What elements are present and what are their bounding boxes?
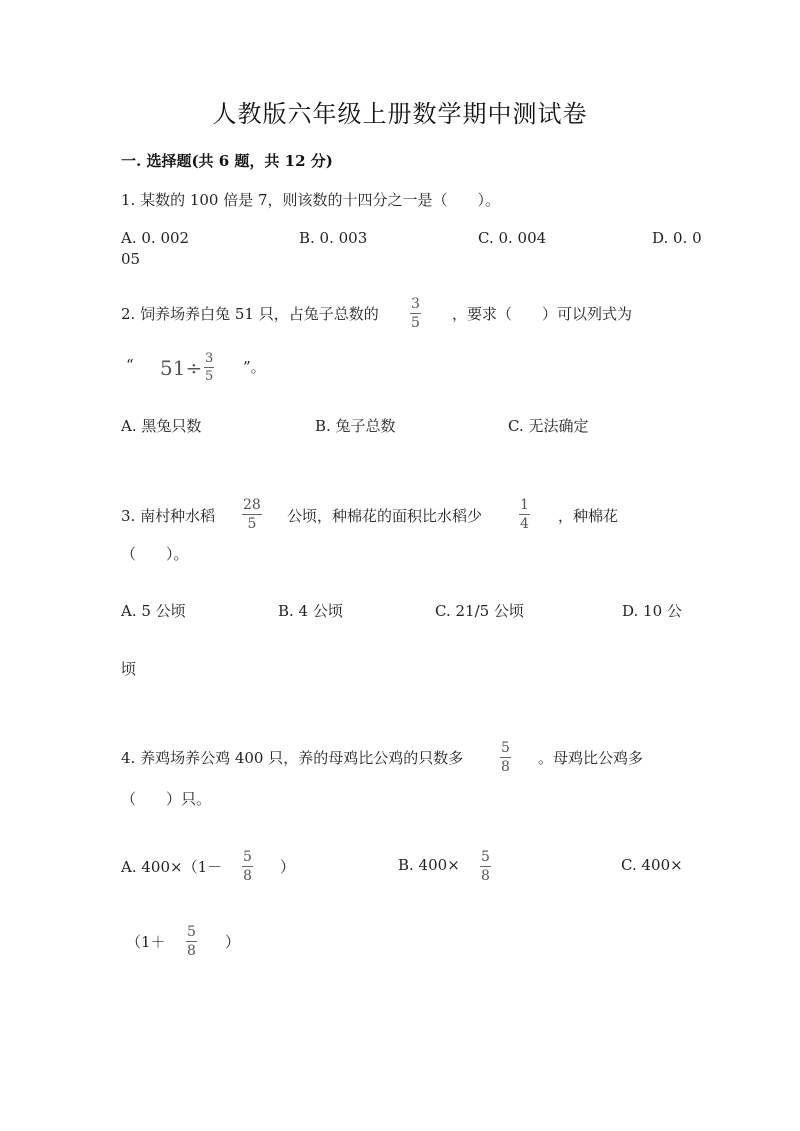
q1-text: 1. 某数的 100 倍是 7，则该数的十四分之一是（ ）。	[121, 191, 501, 209]
q2-fraction	[410, 297, 421, 330]
q1-option-d-wrap: 05	[121, 250, 141, 268]
q2-expression-fraction	[204, 352, 214, 383]
fraction-numerator: 5	[187, 924, 196, 940]
q4-option-c-close: ）	[225, 933, 241, 951]
q4-fraction	[500, 741, 511, 774]
fraction-numerator: 3	[205, 351, 214, 366]
q4-option-a-fraction	[242, 850, 253, 883]
page-title: 人教版六年级上册数学期中测试卷	[212, 100, 588, 128]
q4-text-start: 4. 养鸡场养公鸡 400 只，养的母鸡比公鸡的只数多	[121, 749, 464, 767]
q4-option-a: A. 400×（1－	[121, 858, 223, 876]
q2-option-c: C. 无法确定	[508, 417, 589, 435]
q4-option-b-fraction	[480, 850, 491, 883]
fraction-bar	[410, 313, 421, 314]
fraction-numerator: 1	[520, 497, 529, 513]
q2-text-end: ，要求（ ）可以列式为	[452, 305, 633, 323]
q2-quote-close: ”。	[243, 358, 266, 376]
fraction-bar	[480, 866, 491, 867]
fraction-bar	[204, 367, 214, 368]
q3-text-mid: 公顷，种棉花的面积比水稻少	[287, 507, 483, 525]
q1-option-d: D. 0. 0	[652, 229, 702, 247]
q2-quote-open: “	[126, 356, 134, 374]
q4-option-c-fraction	[186, 925, 197, 958]
q3-text-start: 3. 南村种水稻	[121, 507, 216, 525]
q4-text-end: 。母鸡比公鸡多	[538, 749, 644, 767]
q3-option-d: D. 10 公	[622, 602, 682, 620]
fraction-denominator: 8	[481, 868, 490, 884]
q2-option-a: A. 黑兔只数	[121, 417, 202, 435]
q4-blank: （ ）只。	[121, 790, 212, 808]
q3-fraction-rice	[242, 498, 262, 531]
fraction-numerator: 5	[481, 849, 490, 865]
section-heading: 一. 选择题(共 6 题，共 12 分)	[121, 152, 333, 170]
fraction-bar	[242, 514, 262, 515]
q2-option-b: B. 兔子总数	[315, 417, 396, 435]
q2-expression: 51÷	[160, 356, 203, 380]
fraction-denominator: 4	[520, 516, 529, 532]
q3-option-d-wrap: 顷	[121, 660, 137, 678]
fraction-bar	[519, 514, 530, 515]
q1-option-b: B. 0. 003	[299, 229, 368, 247]
q3-option-b: B. 4 公顷	[278, 602, 343, 620]
fraction-bar	[242, 866, 253, 867]
q4-option-b: B. 400×	[398, 856, 460, 874]
q4-option-a-close: ）	[280, 858, 296, 876]
fraction-denominator: 8	[187, 943, 196, 959]
q2-text-start: 2. 饲养场养白兔 51 只，占兔子总数的	[121, 305, 379, 323]
q4-option-c-wrap: （1＋	[126, 933, 166, 951]
fraction-denominator: 5	[411, 315, 420, 331]
fraction-denominator: 5	[205, 369, 214, 384]
fraction-numerator: 5	[243, 849, 252, 865]
q3-text-end: ，种棉花	[558, 507, 619, 525]
fraction-numerator: 28	[243, 497, 261, 513]
q4-option-c: C. 400×	[621, 856, 683, 874]
fraction-bar	[500, 757, 511, 758]
q1-option-a: A. 0. 002	[121, 229, 190, 247]
fraction-denominator: 5	[247, 516, 257, 532]
fraction-bar	[186, 941, 197, 942]
q1-option-c: C. 0. 004	[478, 229, 547, 247]
fraction-denominator: 8	[501, 759, 510, 775]
q3-fraction-less	[519, 498, 530, 531]
q3-option-a: A. 5 公顷	[121, 602, 186, 620]
fraction-numerator: 5	[501, 740, 510, 756]
fraction-denominator: 8	[243, 868, 252, 884]
q3-blank: （ ）。	[121, 545, 189, 563]
fraction-numerator: 3	[411, 296, 420, 312]
q3-option-c: C. 21/5 公顷	[435, 602, 524, 620]
